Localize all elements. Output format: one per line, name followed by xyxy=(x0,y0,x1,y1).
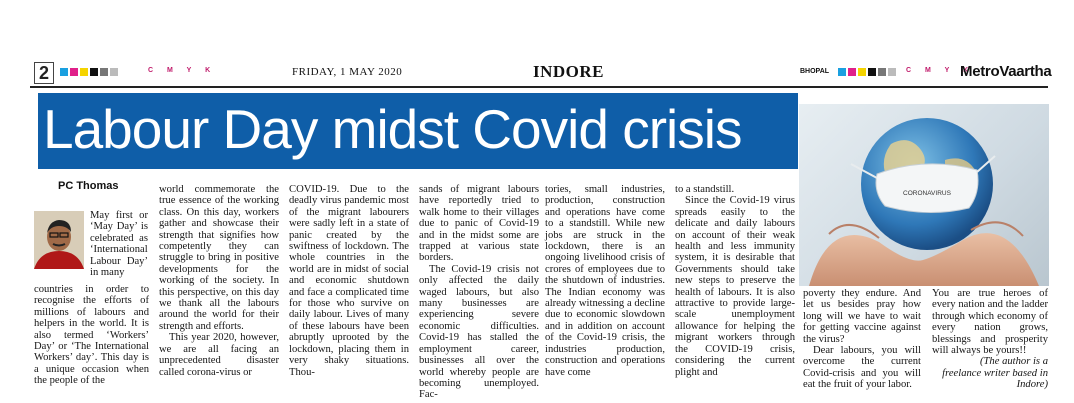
edition-name: INDORE xyxy=(533,62,605,81)
swatch-magenta xyxy=(848,68,856,76)
masthead-logo: MetroVaartha xyxy=(960,63,1052,80)
swatch-black xyxy=(868,68,876,76)
swatch-yellow xyxy=(80,68,88,76)
city-label: BHOPAL xyxy=(800,68,830,75)
article-column-6: to a standstill. Since the Covid-19 virus spreads easily to the delicate and daily labours on account of their weak health and less immunity system, it is desirable that Governments should take new steps to preserve the health of labours. It is also attractive to provide large-scale unemployment allowance for helping the migrant workers through the COVID-19 crisis, considering the current plight and xyxy=(675,184,795,378)
swatch-yellow xyxy=(858,68,866,76)
globe-illustration xyxy=(799,104,1049,286)
headline: Labour Day midst Covid crisis xyxy=(43,98,742,160)
article-column-4: sands of migrant labours have reportedly tried to walk home to their villages due to panic of Covid-19 and in the midst some are trapped at various state borders. The Covid-19 crisis not only affected the daily waged labours, but also many businesses are experiencing severe economic difficulties. Covid-19 has stalled the employment career, businesses all over the world whereby people are becoming unemployed. Fac- xyxy=(419,184,539,401)
color-registration-swatches-right xyxy=(838,68,896,76)
swatch-light-grey xyxy=(110,68,118,76)
globe-in-hands-photo xyxy=(799,104,1049,286)
cmyk-label-left: C M Y K xyxy=(148,67,217,74)
mask-text: CORONAVIRUS xyxy=(903,190,951,197)
swatch-magenta xyxy=(70,68,78,76)
swatch-cyan xyxy=(60,68,68,76)
article-column-7: poverty they endure. And let us besides pray how long will we have to wait for getting vaccine against the virus? Dear labours, you will overcome the current Covid-crisis and you will eat the fruit of your labor. xyxy=(803,288,921,391)
face-mask xyxy=(876,164,978,213)
byline: PC Thomas xyxy=(58,180,119,192)
issue-date: FRIDAY, 1 MAY 2020 xyxy=(292,66,403,78)
cmyk-label-right: C M Y K xyxy=(906,67,975,74)
article-column-8: You are true heroes of every nation and the ladder through which economy of every nation grows, blessings and prosperity will always be yours!! (The author is a freelance writer based in Indore) xyxy=(932,288,1048,391)
article-column-5: tories, small industries, production, construction and operations have come to a standstill. While new jobs are struck in the lockdown, there is an ongoing livelihood crisis of crores of employees due to the shutdown of industries. The Indian economy was already witnessing a decline due to economic slowdown and in addition on account of the Covid-19 crisis, the industries production, construction and operations have come xyxy=(545,184,665,378)
header-rule xyxy=(30,86,1048,88)
article-column-1-intro: May first or ‘May Day’ is celebrated as ‘International Labour Day’ in many xyxy=(90,210,148,279)
author-portrait xyxy=(34,211,84,269)
swatch-black xyxy=(90,68,98,76)
author-photo xyxy=(34,211,84,269)
page-header xyxy=(30,58,1050,84)
swatch-cyan xyxy=(838,68,846,76)
article-column-1: countries in order to recognise the efforts of millions of labours and helpers in the world. It is also termed ‘Workers’ Day’ or ‘The International Workers’ day’. This day is a unique occasion when the people of the xyxy=(34,284,149,387)
article-column-3: COVID-19. Due to the deadly virus pandemic most of the migrant labourers were sadly left in a state of panic created by the swiftness of lockdown. The whole countries in the world are in midst of social and economic shutdown and face a complicated time for those who survive on daily labour. Lives of many of these labours have been abruptly uprooted by the lockdown, placing them in very shaky situations. Thou- xyxy=(289,184,409,378)
article-column-2: world commemorate the true essence of the working class. On this day, workers gather and showcase their strength that signifies how competently they can struggle to bring in positive developments for the working of the society. In this perspective, on this day we thank all the labours around the world for their strength and efforts. This year 2020, however, we are all facing an unprecedented disaster called corona-virus or xyxy=(159,184,279,378)
author-note: (The author is a freelance writer based in Indore) xyxy=(942,356,1048,391)
swatch-light-grey xyxy=(888,68,896,76)
page-number: 2 xyxy=(34,62,54,84)
color-registration-swatches-left xyxy=(60,68,118,76)
swatch-grey xyxy=(878,68,886,76)
swatch-grey xyxy=(100,68,108,76)
